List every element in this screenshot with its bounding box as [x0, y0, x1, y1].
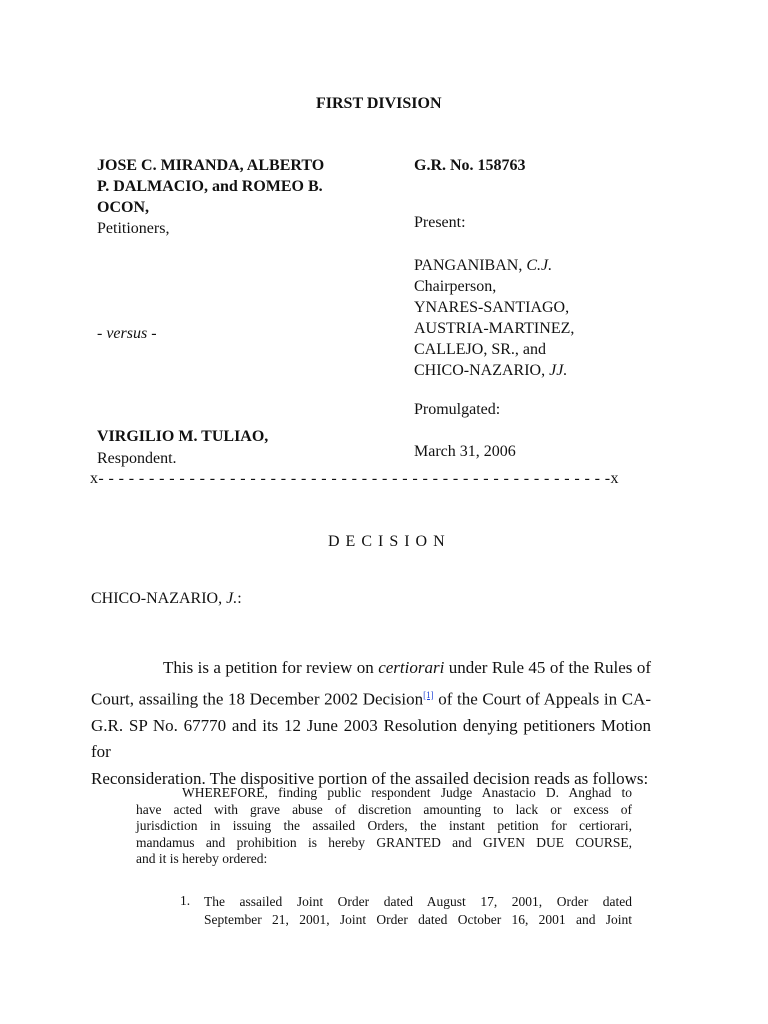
versus-label: - versus - [97, 325, 157, 342]
division-heading: FIRST DIVISION [316, 95, 442, 112]
justice-line: CHICO-NAZARIO, JJ. [414, 362, 568, 379]
decision-heading: D E C I S I O N [328, 533, 446, 550]
quote-line: mandamus and prohibition is hereby GRANTED and GIVEN DUE COURSE, [136, 834, 632, 850]
petitioners-name-line: JOSE C. MIRANDA, ALBERTO [97, 157, 325, 174]
body-line: G.R. SP No. 67770 and its 12 June 2003 Resolution denying petitioners Motion for [91, 715, 651, 762]
quote-line: and it is hereby ordered: [136, 851, 268, 866]
petitioners-names [97, 155, 324, 218]
promulgated-date: March 31, 2006 [414, 443, 516, 460]
quote-line: have acted with grave abuse of discretion amounting to lack or excess of [136, 801, 632, 817]
quote-item-line: September 21, 2001, Joint Order dated October 16, 2001 and Joint [204, 912, 632, 927]
justice-line: CALLEJO, SR., and [414, 341, 546, 358]
case-number: G.R. No. 158763 [414, 157, 526, 174]
justice-line: YNARES-SANTIAGO, [414, 299, 570, 316]
respondent-name: VIRGILIO M. TULIAO, [97, 428, 269, 445]
justice-line: PANGANIBAN, C.J. [414, 257, 553, 274]
body-paragraph [91, 655, 651, 792]
petitioners-role: Petitioners, [97, 220, 170, 237]
quote-line: jurisdiction in issuing the assailed Orders, the instant petition for certiorari, [136, 818, 632, 833]
quote-item-number: 1. [180, 893, 191, 908]
petitioners-name-line: P. DALMACIO, and ROMEO B. [97, 178, 323, 195]
present-label: Present: [414, 214, 466, 231]
footnote-link[interactable]: [1] [423, 689, 434, 700]
respondent-role: Respondent. [97, 450, 177, 467]
promulgated-label: Promulgated: [414, 401, 501, 418]
separator-line: x- - - - - - - - - - - - - - - - - - - - - - - - - - - - - - - - - - - - - - - - - - - - - - - - - - -x [90, 470, 619, 487]
justice-line: Chairperson, [414, 278, 497, 295]
body-line: Reconsideration. The dispositive portion of the assailed decision reads as follows: [91, 768, 649, 788]
body-line: Court, assailing the 18 December 2002 Decision[1] of the Court of Appeals in CA- [91, 689, 651, 709]
ponente: CHICO-NAZARIO, J.: [91, 590, 242, 607]
petitioners-name-line: OCON, [97, 199, 149, 216]
quote-line: WHEREFORE, finding public respondent Judge Anastacio D. Anghad to [182, 785, 632, 800]
quote-item-line: The assailed Joint Order dated August 17, 2001, Order dated [204, 894, 632, 909]
body-line: This is a petition for review on certiorari under Rule 45 of the Rules of [163, 658, 651, 677]
justice-line: AUSTRIA-MARTINEZ, [414, 320, 575, 337]
quote-item [204, 893, 632, 929]
block-quote [136, 785, 632, 868]
justices-list [414, 255, 574, 381]
